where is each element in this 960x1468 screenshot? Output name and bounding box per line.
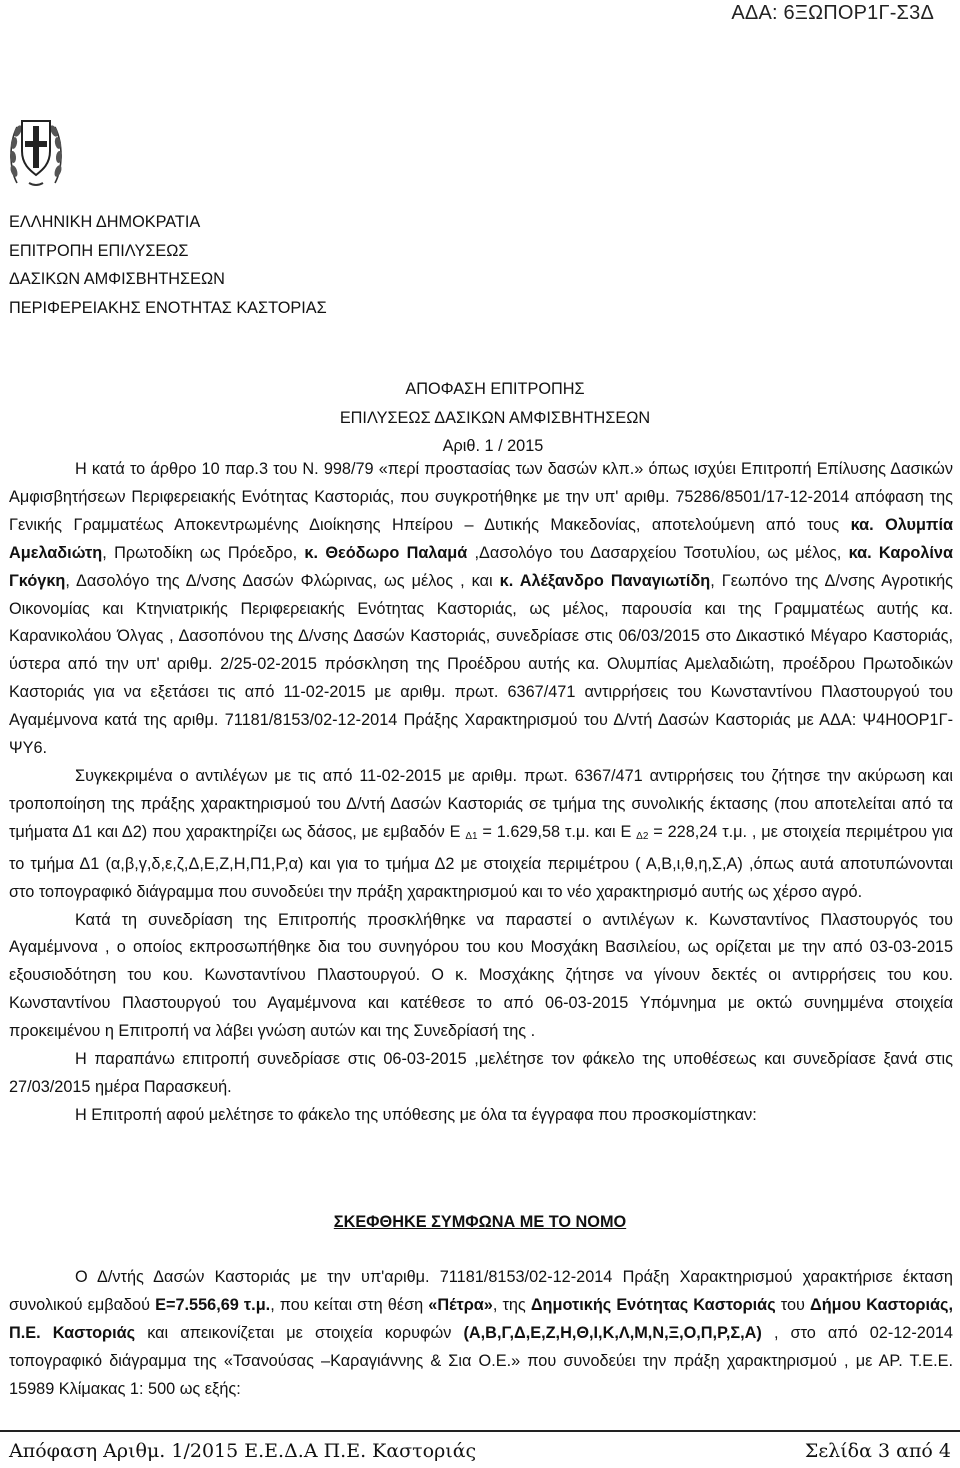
sender-block [9, 208, 327, 322]
text-run: , στο από 02-12-2014 τοπογραφικό διάγραμμα της «Τσανούσας –Καραγιάννης & Σια Ο.Ε.» που συνοδεύει την πράξη χαρακτηρισμού , με ΑΡ. Τ.Ε.Ε. 15989 Κλίμακας 1: 500 ως εξής: [9, 1323, 953, 1398]
paragraph-hearing: Κατά τη συνεδρίαση της Επιτροπής προσκλήθηκε να παραστεί ο αντιλέγων κ. Κωνσταντίνος Πλαστουργός του Αγαμέμνονα , ο οποίος εκπροσωπήθηκε δια του συνηγόρου του κου Μοσχάκη Βασιλείου, ως ορίζεται με την από 03-03-2015 εξουσιοδότηση του κου. Κωνσταντίνου Πλαστουργού. Ο κ. Μοσχάκης ζήτησε να γίνουν δεκτές οι αντιρρήσεις του κου. Κωνσταντίνου Πλαστουργού του Αγαμέμνονα και κατέθεσε το από 06-03-2015 Υπόμνημα με οκτώ συνημμένα στοιχεία προκειμένου η Επιτροπή να λάβει γνώση αυτών και της Συνεδρίασή της . [9, 910, 953, 1041]
text-run: , Πρωτοδίκη ως Πρόεδρο, [102, 543, 305, 562]
text-run: και απεικονίζεται με στοιχεία κορυφών [135, 1323, 464, 1342]
bold-run: Δήμου Καστοριάς, Π.Ε. Καστοριάς [9, 1295, 953, 1342]
bold-run: Δημοτικής Ενότητας Καστοριάς [530, 1295, 776, 1314]
text-run: , Γεωπόνο της Δ/νσης Αγροτικής Οικονομίας και Κτηνιατρικής Περιφερειακής Ενότητας Καστοριάς, ως μέλος, παρουσία και της Γραμματέως αυτής κα. Καρανικολάου Όλγας , Δασοπόνου της Δ/νσης Δασών Καστοριάς, συνεδρίασε στις 06/03/2015 στο Δικαστικό Μέγαρο Καστοριάς, ύστερα από την υπ' αριθμ. 2/25-02-2015 πρόσκληση της Προέδρου αυτής κα. Ολυμπίας Αμελαδιώτη, προέδρου Πρωτοδικών Καστοριάς για να εξετάσει τις από 11-02-2015 με αριθμ. πρωτ. 6367/471 αντιρρήσεις του Κωνσταντίνου Πλαστουργού του Αγαμέμνονα κατά της αριθμ. 71181/8153/02-12-2014 Πράξης Χαρακτηρισμού του Δ/ντή Δασών Καστοριάς με ΑΔΑ: Ψ4Η0ΟΡ1Γ-ΨΥ6. [9, 571, 953, 758]
subscript: Δ2 [636, 830, 649, 842]
sender-line: ΔΑΣΙΚΩΝ ΑΜΦΙΣΒΗΤΗΣΕΩΝ [9, 270, 225, 288]
bold-run: (Α,Β,Γ,Δ,Ε,Ζ,Η,Θ,Ι,Κ,Λ,Μ,Ν,Ξ,Ο,Π,Ρ,Σ,Α) [463, 1323, 762, 1342]
subscript: Δ1 [465, 830, 478, 842]
text-run: , που κείται στη θέση [270, 1295, 429, 1314]
text-run: Συγκεκριμένα ο αντιλέγων με τις από 11-02-2015 με αριθμ. πρωτ. 6367/471 αντιρρήσεις του ζήτησε την ακύρωση και τροποποίηση της πράξης χαρακτηρισμού του Δ/ντή Δασών Καστοριάς σε τμήμα της συνολικής έκτασης (που αποτελείται από τα τμήματα Δ1 και Δ2) που χαρακτηρίζει ως δάσος, με εμβαδόν Ε [9, 766, 953, 841]
footer-divider [0, 1430, 960, 1432]
paragraph-committee [9, 456, 953, 763]
bold-run: κα. Καρολίνα Γκόγκη [9, 543, 953, 590]
page-number: Σελίδα 3 από 4 [804, 1440, 951, 1462]
sender-line: ΕΠΙΤΡΟΠΗ ΕΠΙΛΥΣΕΩΣ [9, 241, 189, 260]
text-run: ,Δασολόγο του Δασαρχείου Τσοτυλίου, ως μέλος, [467, 543, 849, 562]
paragraph-session: Η παραπάνω επιτροπή συνεδρίασε στις 06-03-2015 ,μελέτησε τον φάκελο της υποθέσεως και συνεδρίασε ξανά στις 27/03/2015 ημέρα Παρασκευή. [9, 1050, 953, 1096]
text-run: = 1.629,58 τ.μ. και Ε [477, 822, 637, 841]
text-run: του [775, 1295, 810, 1314]
text-run: , Δασολόγο της Δ/νσης Δασών Φλώρινας, ως μέλος , και [65, 571, 500, 590]
document-body [9, 456, 953, 1130]
bold-run: «Πέτρα» [428, 1295, 493, 1314]
decision-line: ΑΠΟΦΑΣΗ ΕΠΙΤΡΟΠΗΣ [405, 380, 585, 398]
text-run: , της [492, 1295, 531, 1314]
paragraph-review: Η Επιτροπή αφού μελέτησε το φάκελο της υπόθεσης με όλα τα έγγραφα που προσκομίστηκαν: [75, 1105, 757, 1124]
bold-run: κ. Αλέξανδρο Παναγιωτίδη [499, 571, 711, 590]
paragraph-characterization [9, 1264, 953, 1404]
sender-line: ΕΛΛΗΝΙΚΗ ΔΗΜΟΚΡΑΤΙΑ [9, 213, 201, 231]
bold-run: κ. Θεόδωρο Παλαμά [304, 543, 468, 562]
ada-code: ΑΔΑ: 6ΞΩΠΟΡ1Γ-Σ3Δ [731, 2, 934, 24]
decision-number: Αριθ. 1 / 2015 [442, 437, 544, 455]
page-footer [9, 1436, 951, 1466]
section-heading: ΣΚΕΦΘΗΚΕ ΣΥΜΦΩΝΑ ΜΕ ΤΟ ΝΟΜΟ [333, 1213, 627, 1231]
sender-line: ΠΕΡΙΦΕΡΕΙΑΚΗΣ ΕΝΟΤΗΤΑΣ ΚΑΣΤΟΡΙΑΣ [9, 298, 327, 317]
text-run: = 228,24 τ.μ. , με στοιχεία περιμέτρου για το τμήμα Δ1 (α,β,γ,δ,ε,ζ,Δ,Ε,Ζ,Η,Π1,Ρ,α) και για το τμήμα Δ2 με στοιχεία περιμέτρου ( Α,Β,ι,θ,η,Σ,Α) ,όπως αυτά αποτυπώνονται στο τοπογραφικό διάγραμμα που συνοδεύει την πράξη χαρακτηρισμού και το νέο χαρακτηρισμό αυτής ως χέρσο αγρό. [9, 822, 953, 901]
text-run: Ο Δ/ντής Δασών Καστοριάς με την υπ'αριθμ. 71181/8153/02-12-2014 Πράξη Χαρακτηρισμού χαρακτήρισε έκταση συνολικού εμβαδού [9, 1268, 953, 1314]
document-body-continued [9, 1264, 953, 1404]
text-run: Η κατά το άρθρο 10 παρ.3 του Ν. 998/79 «περί προστασίας των δασών κλπ.» όπως ισχύει Επιτροπή Επίλυσης Δασικών Αμφισβητήσεων Περιφερειακής Ενότητας Καστοριάς, που συγκροτήθηκε με την υπ' αριθμ. 75286/8501/17-12-2014 απόφαση της Γενικής Γραμματέως Αποκεντρωμένης Διοίκησης Ηπείρου – Δυτικής Μακεδονίας, αποτελούμενη από τους [9, 460, 953, 534]
bold-run: κα. Ολυμπία Αμελαδιώτη [9, 515, 953, 562]
coat-of-arms-icon [9, 113, 63, 189]
decision-title [0, 375, 960, 461]
decision-line: ΕΠΙΛΥΣΕΩΣ ΔΑΣΙΚΩΝ ΑΜΦΙΣΒΗΤΗΣΕΩΝ [339, 408, 651, 427]
paragraph-objections [9, 763, 953, 907]
footer-reference: Απόφαση Αριθμ. 1/2015 Ε.Ε.Δ.Α Π.Ε. Καστοριάς [9, 1440, 477, 1462]
bold-run: Ε=7.556,69 τ.μ. [155, 1295, 271, 1314]
